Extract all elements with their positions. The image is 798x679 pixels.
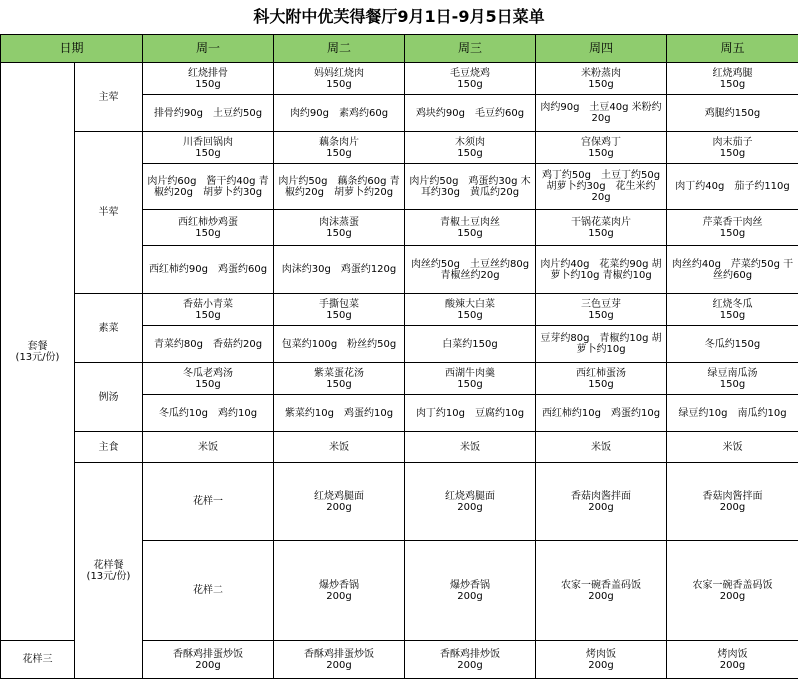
dish-weight: 200g (274, 591, 404, 602)
category-flower2: 花样二 (143, 541, 274, 641)
dish-cell (274, 641, 405, 679)
dish-cell (274, 63, 405, 95)
page-title: 科大附中优芙得餐厅9月1日-9月5日菜单 (0, 0, 798, 34)
row-flower (1, 463, 798, 541)
dish-weight: 200g (143, 660, 273, 671)
dish-weight: 200g (274, 502, 404, 513)
dish-weight: 150g (536, 79, 666, 90)
ingredients-cell: 豆芽约80g 青椒约10g 胡萝卜约10g (536, 326, 667, 363)
ingredients-cell: 鸡丁约50g 土豆丁约50g 胡萝卜约30g 花生米约 20g (536, 164, 667, 210)
dish-weight: 200g (536, 591, 666, 602)
staple-cell: 米饭 (274, 432, 405, 463)
dish-cell (274, 541, 405, 641)
dish-name: 农家一碗香盖码饭 (536, 580, 666, 591)
dish-name: 冬瓜老鸡汤 (143, 368, 273, 379)
dish-weight: 200g (667, 591, 798, 602)
dish-name: 米粉蒸肉 (536, 68, 666, 79)
dish-name: 藕条肉片 (274, 137, 404, 148)
dish-cell (143, 63, 274, 95)
ingredients-cell: 肉丝约40g 芹菜约50g 干丝约60g (667, 246, 798, 294)
dish-cell (274, 294, 405, 326)
dish-name: 毛豆烧鸡 (405, 68, 535, 79)
header-day: 周三 (405, 35, 536, 63)
dish-name: 红烧鸡腿面 (274, 491, 404, 502)
dish-weight: 150g (143, 310, 273, 321)
dish-weight: 150g (667, 79, 798, 90)
row-staple (1, 432, 798, 463)
ingredients-cell: 冬瓜约10g 鸡约10g (143, 395, 274, 432)
dish-cell (667, 132, 798, 164)
ingredients-cell: 肉约90g 素鸡约60g (274, 95, 405, 132)
dish-cell (405, 463, 536, 541)
section-flower (75, 463, 143, 679)
dish-cell (405, 132, 536, 164)
dish-cell (667, 641, 798, 679)
dish-name: 红烧排骨 (143, 68, 273, 79)
category-main: 主荤 (75, 63, 143, 132)
dish-cell (274, 363, 405, 395)
dish-name: 农家一碗香盖码饭 (667, 580, 798, 591)
dish-weight: 200g (667, 660, 798, 671)
section-set-name: 套餐 (1, 341, 74, 352)
row-half-dish (1, 132, 798, 164)
dish-weight: 200g (405, 660, 535, 671)
header-day: 周五 (667, 35, 798, 63)
row-veg-dish (1, 294, 798, 326)
dish-name: 红烧鸡腿 (667, 68, 798, 79)
section-set (1, 63, 75, 641)
dish-name: 芹菜香干肉丝 (667, 217, 798, 228)
dish-cell (536, 541, 667, 641)
dish-weight: 150g (405, 310, 535, 321)
ingredients-cell: 绿豆约10g 南瓜约10g (667, 395, 798, 432)
ingredients-cell: 肉片约40g 花菜约90g 胡萝卜约10g 青椒约10g (536, 246, 667, 294)
staple-cell: 米饭 (405, 432, 536, 463)
dish-cell (405, 541, 536, 641)
category-half: 半荤 (75, 132, 143, 294)
dish-cell (667, 63, 798, 95)
dish-weight: 150g (536, 379, 666, 390)
dish-weight: 200g (405, 502, 535, 513)
dish-cell (667, 541, 798, 641)
dish-name: 烤肉饭 (536, 649, 666, 660)
ingredients-cell: 包菜约100g 粉丝约50g (274, 326, 405, 363)
dish-cell (667, 294, 798, 326)
ingredients-cell: 肉丁约10g 豆腐约10g (405, 395, 536, 432)
ingredients-cell: 青菜约80g 香菇约20g (143, 326, 274, 363)
menu-table (0, 34, 798, 679)
dish-weight: 200g (405, 591, 535, 602)
ingredients-cell: 肉片约50g 鸡蛋约30g 木耳约30g 黄瓜约20g (405, 164, 536, 210)
dish-name: 香酥鸡排蛋炒饭 (143, 649, 273, 660)
dish-name: 西红柿蛋汤 (536, 368, 666, 379)
ingredients-cell: 鸡块约90g 毛豆约60g (405, 95, 536, 132)
dish-name: 香菇肉酱拌面 (536, 491, 666, 502)
dish-name: 三色豆芽 (536, 299, 666, 310)
dish-name: 烤肉饭 (667, 649, 798, 660)
dish-name: 干锅花菜肉片 (536, 217, 666, 228)
dish-weight: 150g (405, 379, 535, 390)
dish-name: 酸辣大白菜 (405, 299, 535, 310)
dish-name: 爆炒香锅 (274, 580, 404, 591)
dish-weight: 150g (536, 228, 666, 239)
header-day: 周二 (274, 35, 405, 63)
dish-weight: 150g (667, 379, 798, 390)
dish-cell (667, 463, 798, 541)
category-soup: 例汤 (75, 363, 143, 432)
dish-weight: 150g (667, 228, 798, 239)
ingredients-cell: 西红柿约10g 鸡蛋约10g (536, 395, 667, 432)
header-row (1, 35, 798, 63)
row-main-dish (1, 63, 798, 95)
dish-cell (667, 363, 798, 395)
dish-name: 爆炒香锅 (405, 580, 535, 591)
dish-weight: 200g (536, 502, 666, 513)
dish-name: 香菇肉酱拌面 (667, 491, 798, 502)
ingredients-cell: 鸡腿约150g (667, 95, 798, 132)
dish-name: 手撕包菜 (274, 299, 404, 310)
ingredients-cell: 排骨约90g 土豆约50g (143, 95, 274, 132)
dish-weight: 150g (536, 148, 666, 159)
dish-weight: 150g (405, 148, 535, 159)
dish-name: 红烧鸡腿面 (405, 491, 535, 502)
dish-name: 妈妈红烧肉 (274, 68, 404, 79)
dish-weight: 200g (536, 660, 666, 671)
dish-weight: 150g (667, 310, 798, 321)
dish-cell (274, 132, 405, 164)
dish-name: 青椒土豆肉丝 (405, 217, 535, 228)
dish-cell (405, 63, 536, 95)
staple-cell: 米饭 (143, 432, 274, 463)
dish-cell (274, 210, 405, 246)
dish-cell (536, 363, 667, 395)
dish-name: 绿豆南瓜汤 (667, 368, 798, 379)
dish-weight: 150g (274, 79, 404, 90)
row-soup-dish (1, 363, 798, 395)
dish-weight: 150g (143, 379, 273, 390)
dish-name: 香菇小青菜 (143, 299, 273, 310)
dish-name: 香酥鸡排炒饭 (405, 649, 535, 660)
ingredients-cell: 肉丝约50g 土豆丝约80g 青椒丝约20g (405, 246, 536, 294)
dish-weight: 150g (274, 148, 404, 159)
dish-cell (405, 641, 536, 679)
dish-weight: 150g (143, 148, 273, 159)
dish-weight: 150g (274, 228, 404, 239)
staple-cell: 米饭 (536, 432, 667, 463)
header-day: 周四 (536, 35, 667, 63)
dish-cell (143, 363, 274, 395)
dish-name: 红烧冬瓜 (667, 299, 798, 310)
dish-weight: 150g (536, 310, 666, 321)
dish-weight: 150g (405, 79, 535, 90)
dish-name: 西湖牛肉羹 (405, 368, 535, 379)
dish-cell (536, 132, 667, 164)
dish-name: 宫保鸡丁 (536, 137, 666, 148)
dish-weight: 150g (143, 79, 273, 90)
ingredients-cell: 肉沫约30g 鸡蛋约120g (274, 246, 405, 294)
dish-cell (405, 210, 536, 246)
header-date: 日期 (1, 35, 143, 63)
dish-weight: 200g (274, 660, 404, 671)
dish-cell (536, 463, 667, 541)
dish-name: 肉末茄子 (667, 137, 798, 148)
dish-name: 肉沫蒸蛋 (274, 217, 404, 228)
dish-weight: 200g (667, 502, 798, 513)
dish-name: 木须肉 (405, 137, 535, 148)
dish-weight: 150g (405, 228, 535, 239)
ingredients-cell: 肉丁约40g 茄子约110g (667, 164, 798, 210)
dish-cell (536, 641, 667, 679)
dish-name: 紫菜蛋花汤 (274, 368, 404, 379)
ingredients-cell: 白菜约150g (405, 326, 536, 363)
ingredients-cell: 肉约90g 土豆40g 米粉约20g (536, 95, 667, 132)
dish-cell (143, 132, 274, 164)
dish-weight: 150g (274, 310, 404, 321)
dish-cell (274, 463, 405, 541)
dish-weight: 150g (143, 228, 273, 239)
category-flower3: 花样三 (1, 641, 75, 679)
ingredients-cell: 西红柿约90g 鸡蛋约60g (143, 246, 274, 294)
dish-cell (405, 294, 536, 326)
category-veg: 素菜 (75, 294, 143, 363)
section-flower-price: (13元/份) (75, 571, 142, 582)
dish-cell (536, 210, 667, 246)
dish-cell (667, 210, 798, 246)
section-flower-name: 花样餐 (75, 560, 142, 571)
dish-name: 川香回锅肉 (143, 137, 273, 148)
ingredients-cell: 紫菜约10g 鸡蛋约10g (274, 395, 405, 432)
category-flower1: 花样一 (143, 463, 274, 541)
dish-weight: 150g (667, 148, 798, 159)
header-day: 周一 (143, 35, 274, 63)
dish-cell (536, 294, 667, 326)
category-staple: 主食 (75, 432, 143, 463)
staple-cell: 米饭 (667, 432, 798, 463)
dish-cell (536, 63, 667, 95)
dish-cell (143, 294, 274, 326)
section-set-price: (13元/份) (1, 352, 74, 363)
dish-cell (405, 363, 536, 395)
dish-name: 香酥鸡排蛋炒饭 (274, 649, 404, 660)
dish-cell (143, 641, 274, 679)
ingredients-cell: 肉片约50g 藕条约60g 青椒约20g 胡萝卜约20g (274, 164, 405, 210)
dish-weight: 150g (274, 379, 404, 390)
dish-cell (143, 210, 274, 246)
dish-name: 西红柿炒鸡蛋 (143, 217, 273, 228)
ingredients-cell: 肉片约60g 酱干约40g 青椒约20g 胡萝卜约30g (143, 164, 274, 210)
ingredients-cell: 冬瓜约150g (667, 326, 798, 363)
